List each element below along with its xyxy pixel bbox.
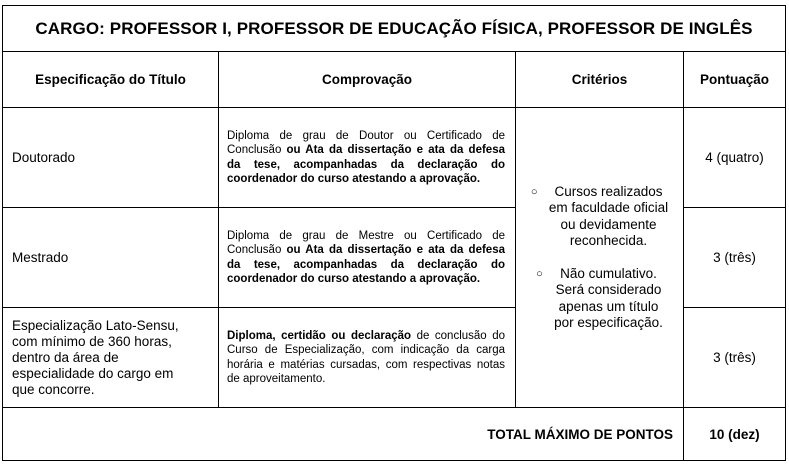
total-value: 10 (dez) xyxy=(684,408,786,461)
spec-especializacao xyxy=(3,308,219,408)
comp-doutorado xyxy=(219,108,516,208)
criteria-2-line-1: Não cumulativo. xyxy=(560,265,657,281)
comp-especializacao-plain: de conclusão do Curso de Especialização, com indicação da carga horária e matérias cursadas, com respectivas notas de aproveitamento. xyxy=(227,329,506,385)
criteria-cell xyxy=(516,108,684,408)
header-crit: Critérios xyxy=(516,52,684,108)
hollow-circle-icon: ○ xyxy=(536,267,543,280)
criteria-1-line-2: em faculdade oficial xyxy=(548,200,669,215)
comp-mestrado-plain: Diploma de grau de Mestre ou Certificado de Conclusão xyxy=(227,229,505,256)
header-pts: Pontuação xyxy=(684,52,786,108)
hollow-circle-icon: ○ xyxy=(530,185,538,198)
criteria-text-2 xyxy=(554,266,663,332)
spec-mestrado: Mestrado xyxy=(3,208,219,308)
spec-line-5: que concorre. xyxy=(12,381,95,397)
comp-mestrado-bold: ou Ata da dissertação e ata da defesa da tese, acompanhadas da declaração do coordenador do curso atestando a aprovação. xyxy=(227,244,505,285)
criteria-item-1 xyxy=(522,184,677,250)
spec-line-3: dentro da área de xyxy=(12,349,119,365)
comp-doutorado-plain: Diploma de grau de Doutor ou Certificado de Conclusão xyxy=(227,129,505,156)
table-row xyxy=(3,108,786,208)
total-label: TOTAL MÁXIMO DE PONTOS xyxy=(3,408,684,461)
title-row xyxy=(3,6,786,52)
criteria-2-line-4: por especificação. xyxy=(554,315,663,330)
spec-line-4: especialidade do cargo em xyxy=(12,365,174,381)
header-spec: Especificação do Título xyxy=(3,52,219,108)
total-row xyxy=(3,408,786,461)
pts-doutorado: 4 (quatro) xyxy=(684,108,786,208)
criteria-1-line-3: ou devidamente xyxy=(560,216,657,232)
header-comp: Comprovação xyxy=(219,52,516,108)
criteria-2-line-3: apenas um título xyxy=(558,298,659,314)
criteria-1-line-1: Cursos realizados xyxy=(554,183,663,199)
pts-especializacao: 3 (três) xyxy=(684,308,786,408)
comp-especializacao xyxy=(219,308,516,408)
criteria-text-1 xyxy=(549,184,668,250)
comp-especializacao-bold: Diploma, certidão ou declaração xyxy=(227,329,412,342)
criteria-2-line-2: Será considerado xyxy=(555,282,662,297)
criteria-1-line-4: reconhecida. xyxy=(569,233,648,248)
criteria-item-2 xyxy=(522,266,677,332)
spec-line-2: com mínimo de 360 horas, xyxy=(12,333,172,349)
header-row xyxy=(3,52,786,108)
spec-doutorado: Doutorado xyxy=(3,108,219,208)
spec-line-1: Especialização Lato-Sensu, xyxy=(12,317,179,333)
scoring-table xyxy=(2,5,786,461)
comp-doutorado-bold: ou Ata da dissertação e ata da defesa da tese, acompanhadas da declaração do coordenador do curso atestando a aprovação. xyxy=(227,144,505,185)
table-title: CARGO: PROFESSOR I, PROFESSOR DE EDUCAÇÃO FÍSICA, PROFESSOR DE INGLÊS xyxy=(3,6,786,52)
comp-mestrado xyxy=(219,208,516,308)
pts-mestrado: 3 (três) xyxy=(684,208,786,308)
